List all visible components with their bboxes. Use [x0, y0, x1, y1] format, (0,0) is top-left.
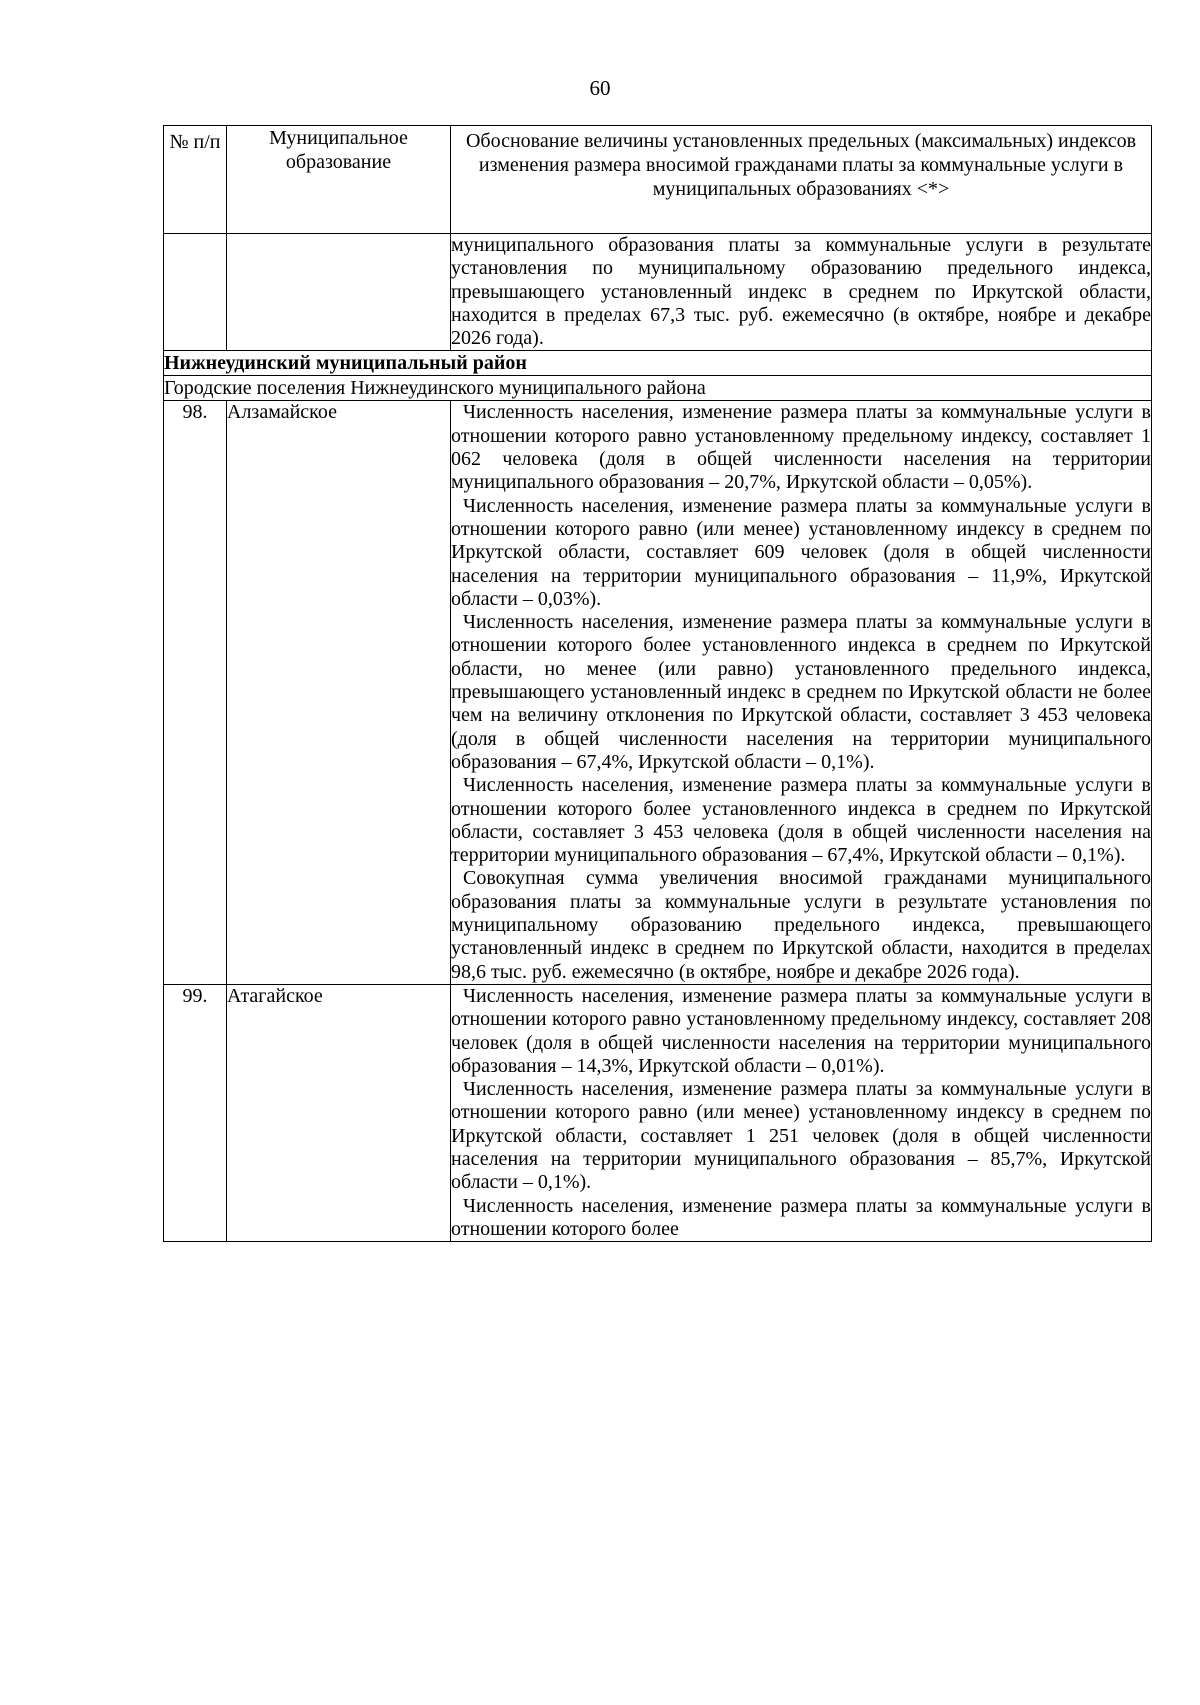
continuation-name-cell	[227, 234, 451, 351]
paragraph: Численность населения, изменение размера платы за коммунальные услуги в отношении которого равно (или менее) установленному индексу в среднем по Иркутской области, составляет 1 251 человек (доля в общей численности населения на территории муниципального образования – 85,7%, Иркутской области – 0,1%).	[451, 1078, 1151, 1194]
justification-cell	[451, 401, 1152, 984]
continuation-num-cell	[164, 234, 227, 351]
table-row	[164, 984, 1152, 1241]
municipality-name: Алзамайское	[227, 401, 451, 984]
paragraph: Численность населения, изменение размера платы за коммунальные услуги в отношении которого более установленного индекса в среднем по Иркутской области, составляет 3 453 человека (доля в общей численности населения на территории муниципального образования – 67,4%, Иркутской области – 0,1%).	[451, 774, 1151, 867]
continuation-text: муниципального образования платы за коммунальные услуги в результате установления по муниципальному образованию предельного индекса, превышающего установленный индекс в среднем по Иркутской области, находится в пределах 67,3 тыс. руб. ежемесячно (в октябре, ноябре и декабре 2026 года).	[451, 234, 1151, 350]
row-number: 98.	[164, 401, 227, 984]
paragraph: Численность населения, изменение размера платы за коммунальные услуги в отношении которого равно установленному предельному индексу, составляет 1 062 человека (доля в общей численности населения на территории муниципального образования – 20,7%, Иркутской области – 0,05%).	[451, 401, 1151, 494]
section-title: Нижнеудинский муниципальный район	[164, 351, 1152, 376]
header-municipality: Муниципальное образование	[227, 126, 451, 234]
continuation-row	[164, 234, 1152, 351]
table-row	[164, 401, 1152, 984]
page-number: 60	[589, 76, 611, 100]
subsection-title: Городские поселения Нижнеудинского муниципального района	[164, 376, 1152, 401]
continuation-cell	[451, 234, 1152, 351]
table-header-row	[164, 126, 1152, 234]
paragraph: Совокупная сумма увеличения вносимой гражданами муниципального образования платы за коммунальные услуги в результате установления по муниципальному образованию предельного индекса, превышающего установленный индекс в среднем по Иркутской области, находится в пределах 98,6 тыс. руб. ежемесячно (в октябре, ноябре и декабре 2026 года).	[451, 867, 1151, 983]
paragraph: Численность населения, изменение размера платы за коммунальные услуги в отношении которого равно (или менее) установленному индексу в среднем по Иркутской области, составляет 609 человек (доля в общей численности населения на территории муниципального образования – 11,9%, Иркутской области – 0,03%).	[451, 494, 1151, 610]
paragraph: Численность населения, изменение размера платы за коммунальные услуги в отношении которого более установленного индекса в среднем по Иркутской области, но менее (или равно) установленного предельного индекса, превышающего установленный индекс в среднем по Иркутской области не более чем на величину отклонения по Иркутской области, составляет 3 453 человека (доля в общей численности населения на территории муниципального образования – 67,4%, Иркутской области – 0,1%).	[451, 611, 1151, 773]
subsection-row	[164, 376, 1152, 401]
section-row	[164, 351, 1152, 376]
row-number: 99.	[164, 984, 227, 1241]
justification-cell	[451, 984, 1152, 1241]
header-num: № п/п	[164, 126, 227, 234]
header-justification: Обоснование величины установленных предельных (максимальных) индексов изменения размера вносимой гражданами платы за коммунальные услуги в муниципальных образованиях <*>	[451, 126, 1152, 234]
paragraph: Численность населения, изменение размера платы за коммунальные услуги в отношении которого более	[451, 1194, 1151, 1240]
paragraph: Численность населения, изменение размера платы за коммунальные услуги в отношении которого равно установленному предельному индексу, составляет 208 человек (доля в общей численности населения на территории муниципального образования – 14,3%, Иркутской области – 0,01%).	[451, 984, 1151, 1077]
document-table	[163, 125, 1152, 1242]
municipality-name: Атагайское	[227, 984, 451, 1241]
